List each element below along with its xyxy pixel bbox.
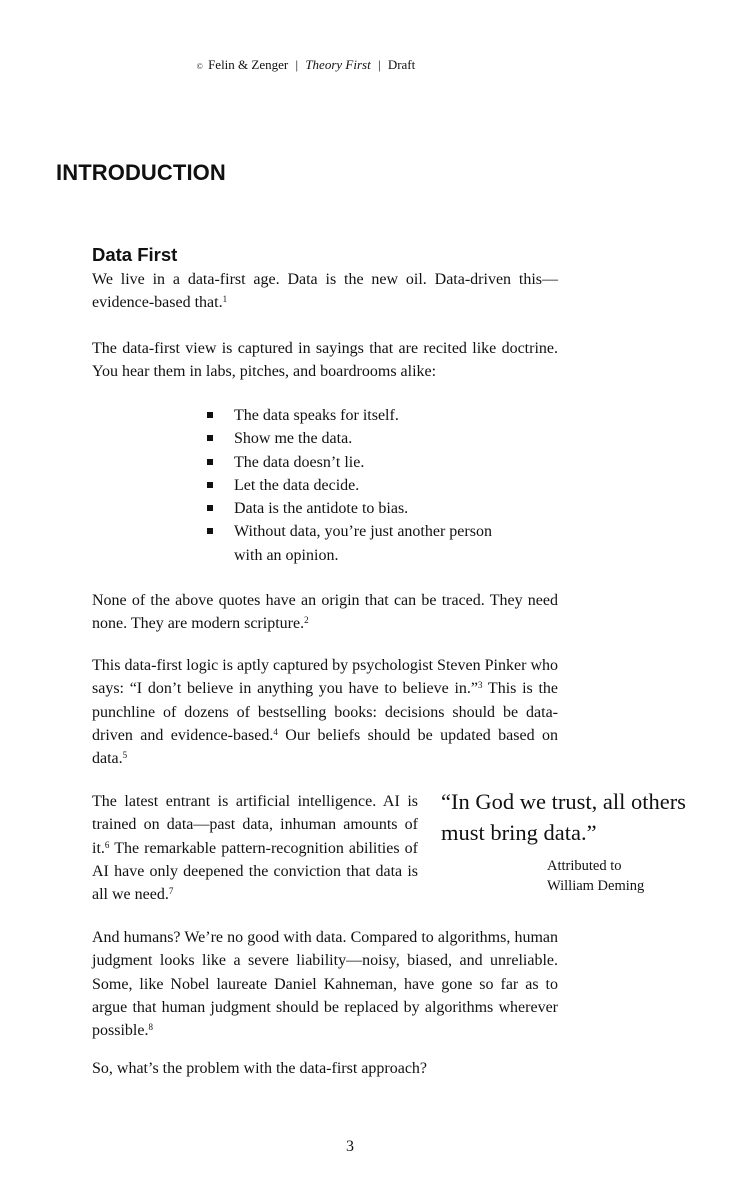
footnote-ref: 1 (222, 294, 228, 305)
square-bullet-icon (207, 412, 213, 418)
footnote-ref: 8 (148, 1022, 153, 1033)
list-item: The data doesn’t lie. (204, 451, 504, 474)
square-bullet-icon (207, 435, 213, 441)
list-item: Show me the data. (204, 427, 504, 450)
doctrine-list (204, 404, 504, 567)
list-item: Data is the antidote to bias. (204, 497, 504, 520)
footnote-ref: 7 (168, 886, 174, 897)
header-book-title: Theory First (305, 57, 371, 72)
copyright-symbol: © (196, 61, 203, 71)
list-item: Without data, you’re just another person with an opinion. (204, 520, 504, 567)
section-title: Data First (92, 244, 178, 265)
list-item: The data speaks for itself. (204, 404, 504, 427)
paragraph-6: And humans? We’re no good with data. Compared to algorithms, human judgment looks like a severe liability—noisy, biased, and unreliable. Some, like Nobel laureate Daniel Kahneman, have gone so far as to argue that human judgment should be replaced by algorithms wherever possible.$^8$ (92, 929, 558, 1040)
paragraph-7: So, what’s the problem with the data-first approach? (92, 1060, 428, 1077)
footnote-ref: 3 (478, 680, 483, 691)
square-bullet-icon (207, 528, 213, 534)
square-bullet-icon (207, 482, 213, 488)
header-authors: Felin & Zenger (208, 57, 289, 72)
pull-quote: “In God we trust, all others must bring data.” (441, 789, 686, 845)
paragraph-2: The data-first view is captured in sayings that are recited like doctrine. You hear them in labs, pitches, and boardrooms alike: (92, 340, 558, 381)
chapter-title: INTRODUCTION (56, 160, 226, 185)
paragraph-5: The latest entrant is artificial intelligence. AI is trained on data—past data, inhuman amounts of it.$^6$ The remarkable pattern-recognition abilities of AI have only deepened the conviction that data is all we need.$^7$ (92, 793, 418, 904)
footnote-ref: 4 (273, 726, 278, 737)
list-item: Let the data decide. (204, 474, 504, 497)
paragraph-3: None of the above quotes have an origin that can be traced. They need none. They are modern scripture.$^2$ (92, 592, 558, 633)
footnote-ref: 5 (122, 750, 128, 761)
header-separator: | (295, 57, 299, 72)
pull-quote-attribution: Attributed to William Deming (547, 858, 645, 894)
footnote-ref: 2 (304, 615, 309, 626)
running-header (0, 57, 612, 73)
paragraph-1: We live in a data-first age. Data is the new oil. Data-driven this—evidence-based that.$^1$ (92, 271, 558, 312)
footnote-ref: 6 (104, 839, 110, 850)
square-bullet-icon (207, 505, 213, 511)
page-number: 3 (346, 1138, 354, 1155)
header-status: Draft (387, 57, 416, 72)
header-separator: | (377, 57, 381, 72)
square-bullet-icon (207, 459, 213, 465)
paragraph-4: This data-first logic is aptly captured by psychologist Steven Pinker who says: “I don’t believe in anything you have to believe in.”$^3$ This is the punchline of dozens of bestselling books: decisions should be data-driven and evidence-based.$^4$ Our beliefs should be updated based on data.$^5$ (92, 657, 559, 768)
